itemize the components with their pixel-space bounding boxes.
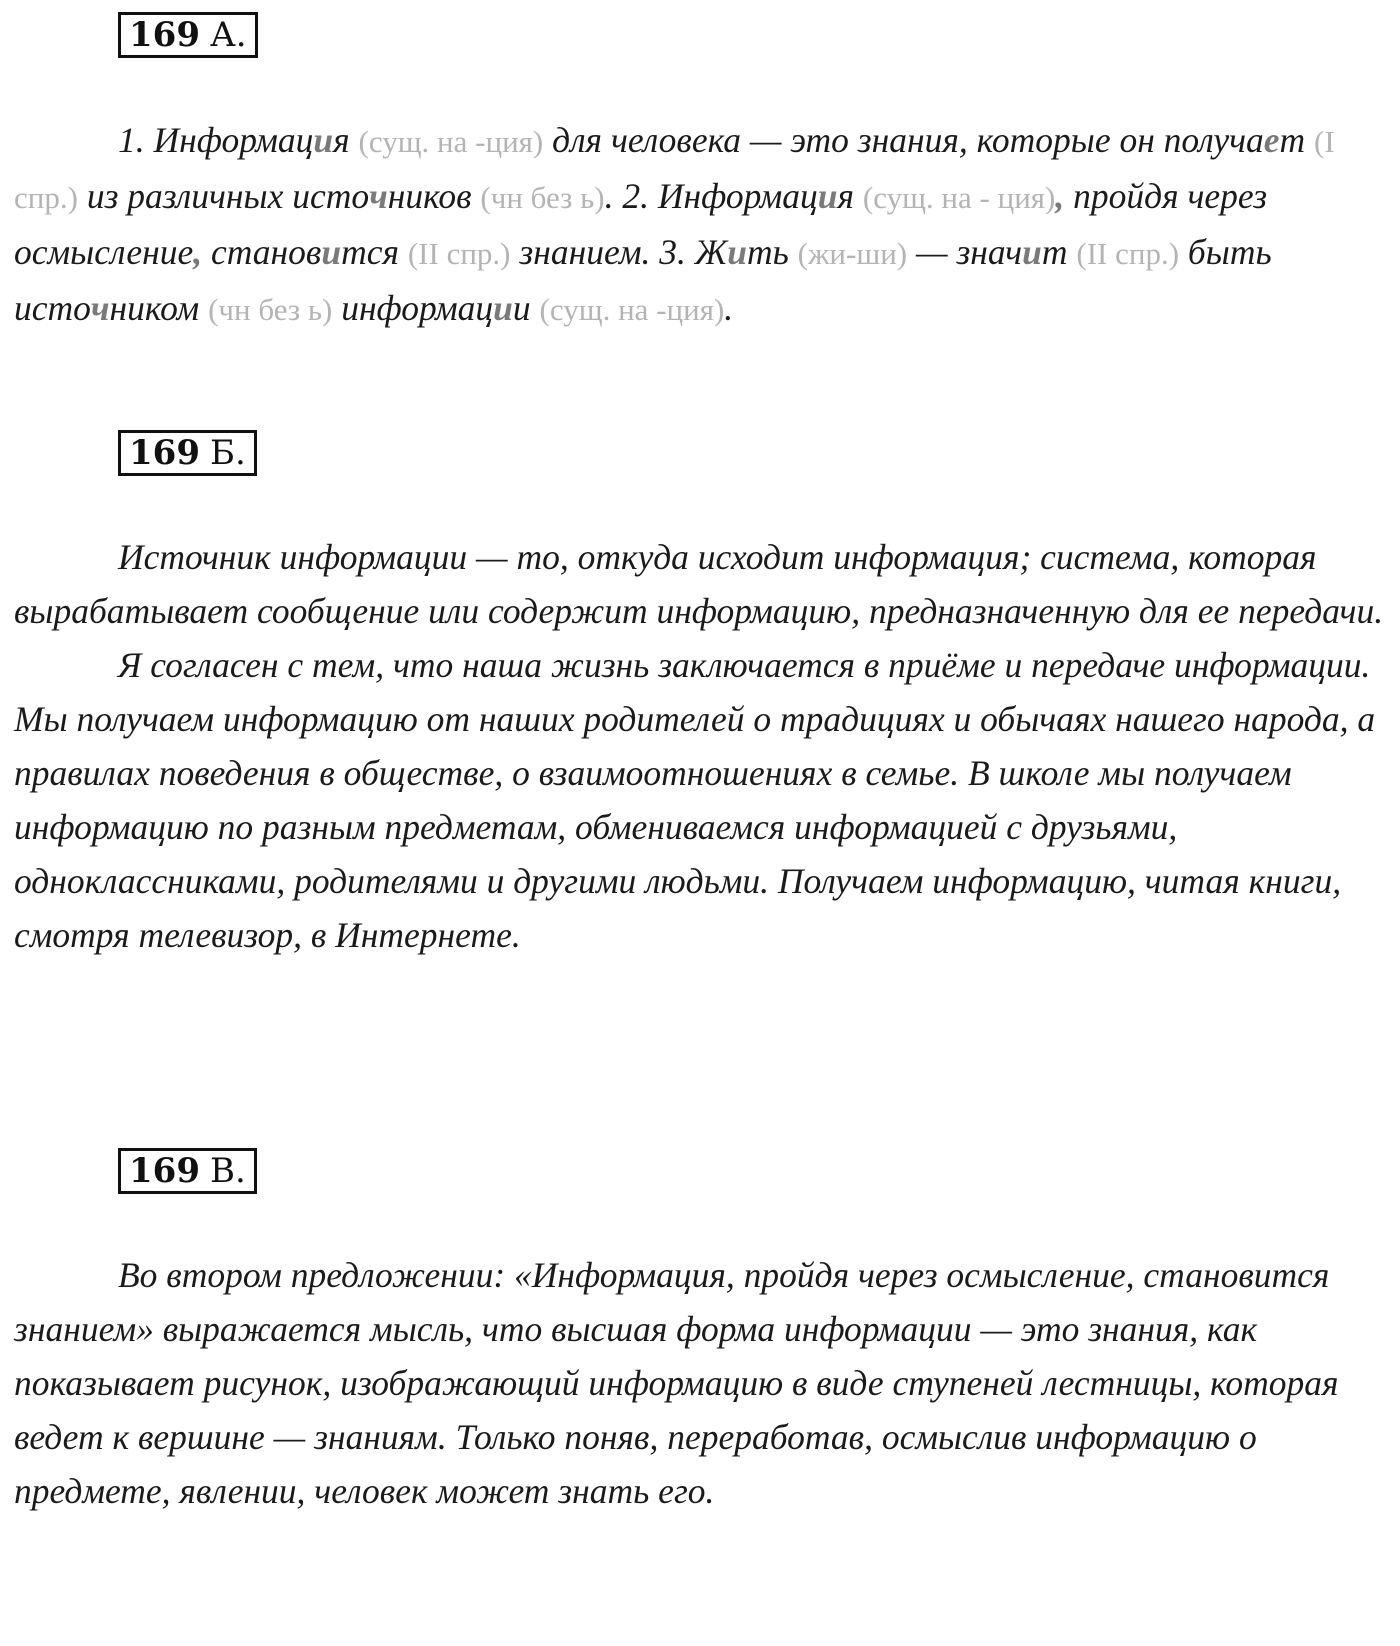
task-label-169b [118, 430, 257, 476]
text-segment: тся [341, 232, 408, 272]
text-segment: из различных исто [77, 176, 370, 216]
grammar-note: (I спр.) [14, 124, 1335, 215]
paragraph [14, 638, 1386, 962]
highlighted-letter: и [321, 232, 342, 272]
task-label-169a [118, 12, 258, 58]
answer-text-169a [14, 113, 1386, 337]
grammar-note: (сущ. на -ция) [539, 292, 725, 327]
highlighted-letter: и [493, 288, 513, 328]
text-segment: Я согласен с тем, что наша жизнь заключается в приёме и передаче информации. Мы получаем информацию от наших родителей о традициях и обычаях нашего народа, а правилах поведения в обществе, о взаимоотношениях в семье. В школе мы получаем информацию по разным предметам, обмениваемся информацией с друзьями, одноклассниками, родителями и другими людьми. Получаем информацию, читая книги, смотря телевизор, в Интернете. [14, 645, 1376, 955]
text-segment: . [724, 288, 734, 328]
highlighted-letter: е [1263, 120, 1280, 160]
text-segment: Во втором предложении: «Информация, пройдя через осмысление, становится знанием» выражается мысль, что высшая форма информации — это знания, как показывает рисунок, изображающий информацию в виде ступеней лестницы, которая ведет к вершине — знаниям. Только поняв, переработав, осмыслив информацию о предмете, явлении, человек может знать его. [14, 1255, 1339, 1511]
task-letter: В. [209, 1151, 246, 1191]
highlighted-letter: и [817, 176, 838, 216]
text-segment: — знач [907, 232, 1023, 272]
task-letter: А. [209, 15, 247, 55]
grammar-note: (II спр.) [407, 236, 511, 271]
highlighted-letter: ч [369, 176, 388, 216]
text-segment: станов [202, 232, 322, 272]
task-number: 169 [129, 1151, 200, 1191]
highlighted-letter: и [727, 232, 747, 272]
text-segment: пройдя через осмысление [14, 176, 1268, 272]
text-segment: знанием. 3. Ж [510, 232, 728, 272]
task-number: 169 [129, 15, 200, 55]
grammar-note: (чн без ь) [208, 292, 333, 327]
text-segment: я [837, 176, 863, 216]
highlighted-letter: и [1022, 232, 1042, 272]
highlighted-letter: , [1055, 176, 1065, 216]
paragraph [14, 530, 1386, 638]
text-segment: и [512, 288, 540, 328]
text-segment: ть [747, 232, 798, 272]
text-segment: для человека — это знания, которые он получа [543, 120, 1264, 160]
text-segment: т [1279, 120, 1315, 160]
text-segment: ником [109, 288, 209, 328]
highlighted-letter: и [313, 120, 334, 160]
text-segment: Источник информации — то, откуда исходит информация; система, которая вырабатывает сообщение или содержит информацию, предназначенную для ее передачи. [14, 537, 1384, 631]
task-label-169c [118, 1148, 257, 1194]
highlighted-letter: , [193, 232, 203, 272]
task-number: 169 [129, 433, 200, 473]
text-segment: быть исто [14, 232, 1272, 328]
highlighted-letter: ч [90, 288, 110, 328]
grammar-note: (жи-ши) [797, 236, 908, 271]
text-segment: ников [387, 176, 481, 216]
text-segment: т [1041, 232, 1077, 272]
grammar-note: (II спр.) [1076, 236, 1180, 271]
grammar-note: (сущ. на -ция) [358, 124, 544, 159]
text-segment: я [333, 120, 359, 160]
answer-text-169b [14, 530, 1386, 962]
grammar-note: (чн без ь) [480, 180, 605, 215]
grammar-note: (сущ. на - ция) [862, 180, 1056, 215]
text-segment: 1. Информац [118, 120, 314, 160]
answer-text-169c [14, 1248, 1386, 1518]
task-letter: Б. [209, 433, 246, 473]
paragraph [14, 1248, 1386, 1518]
text-segment: . 2. Информац [604, 176, 818, 216]
text-segment: информац [332, 288, 494, 328]
paragraph [14, 113, 1386, 337]
